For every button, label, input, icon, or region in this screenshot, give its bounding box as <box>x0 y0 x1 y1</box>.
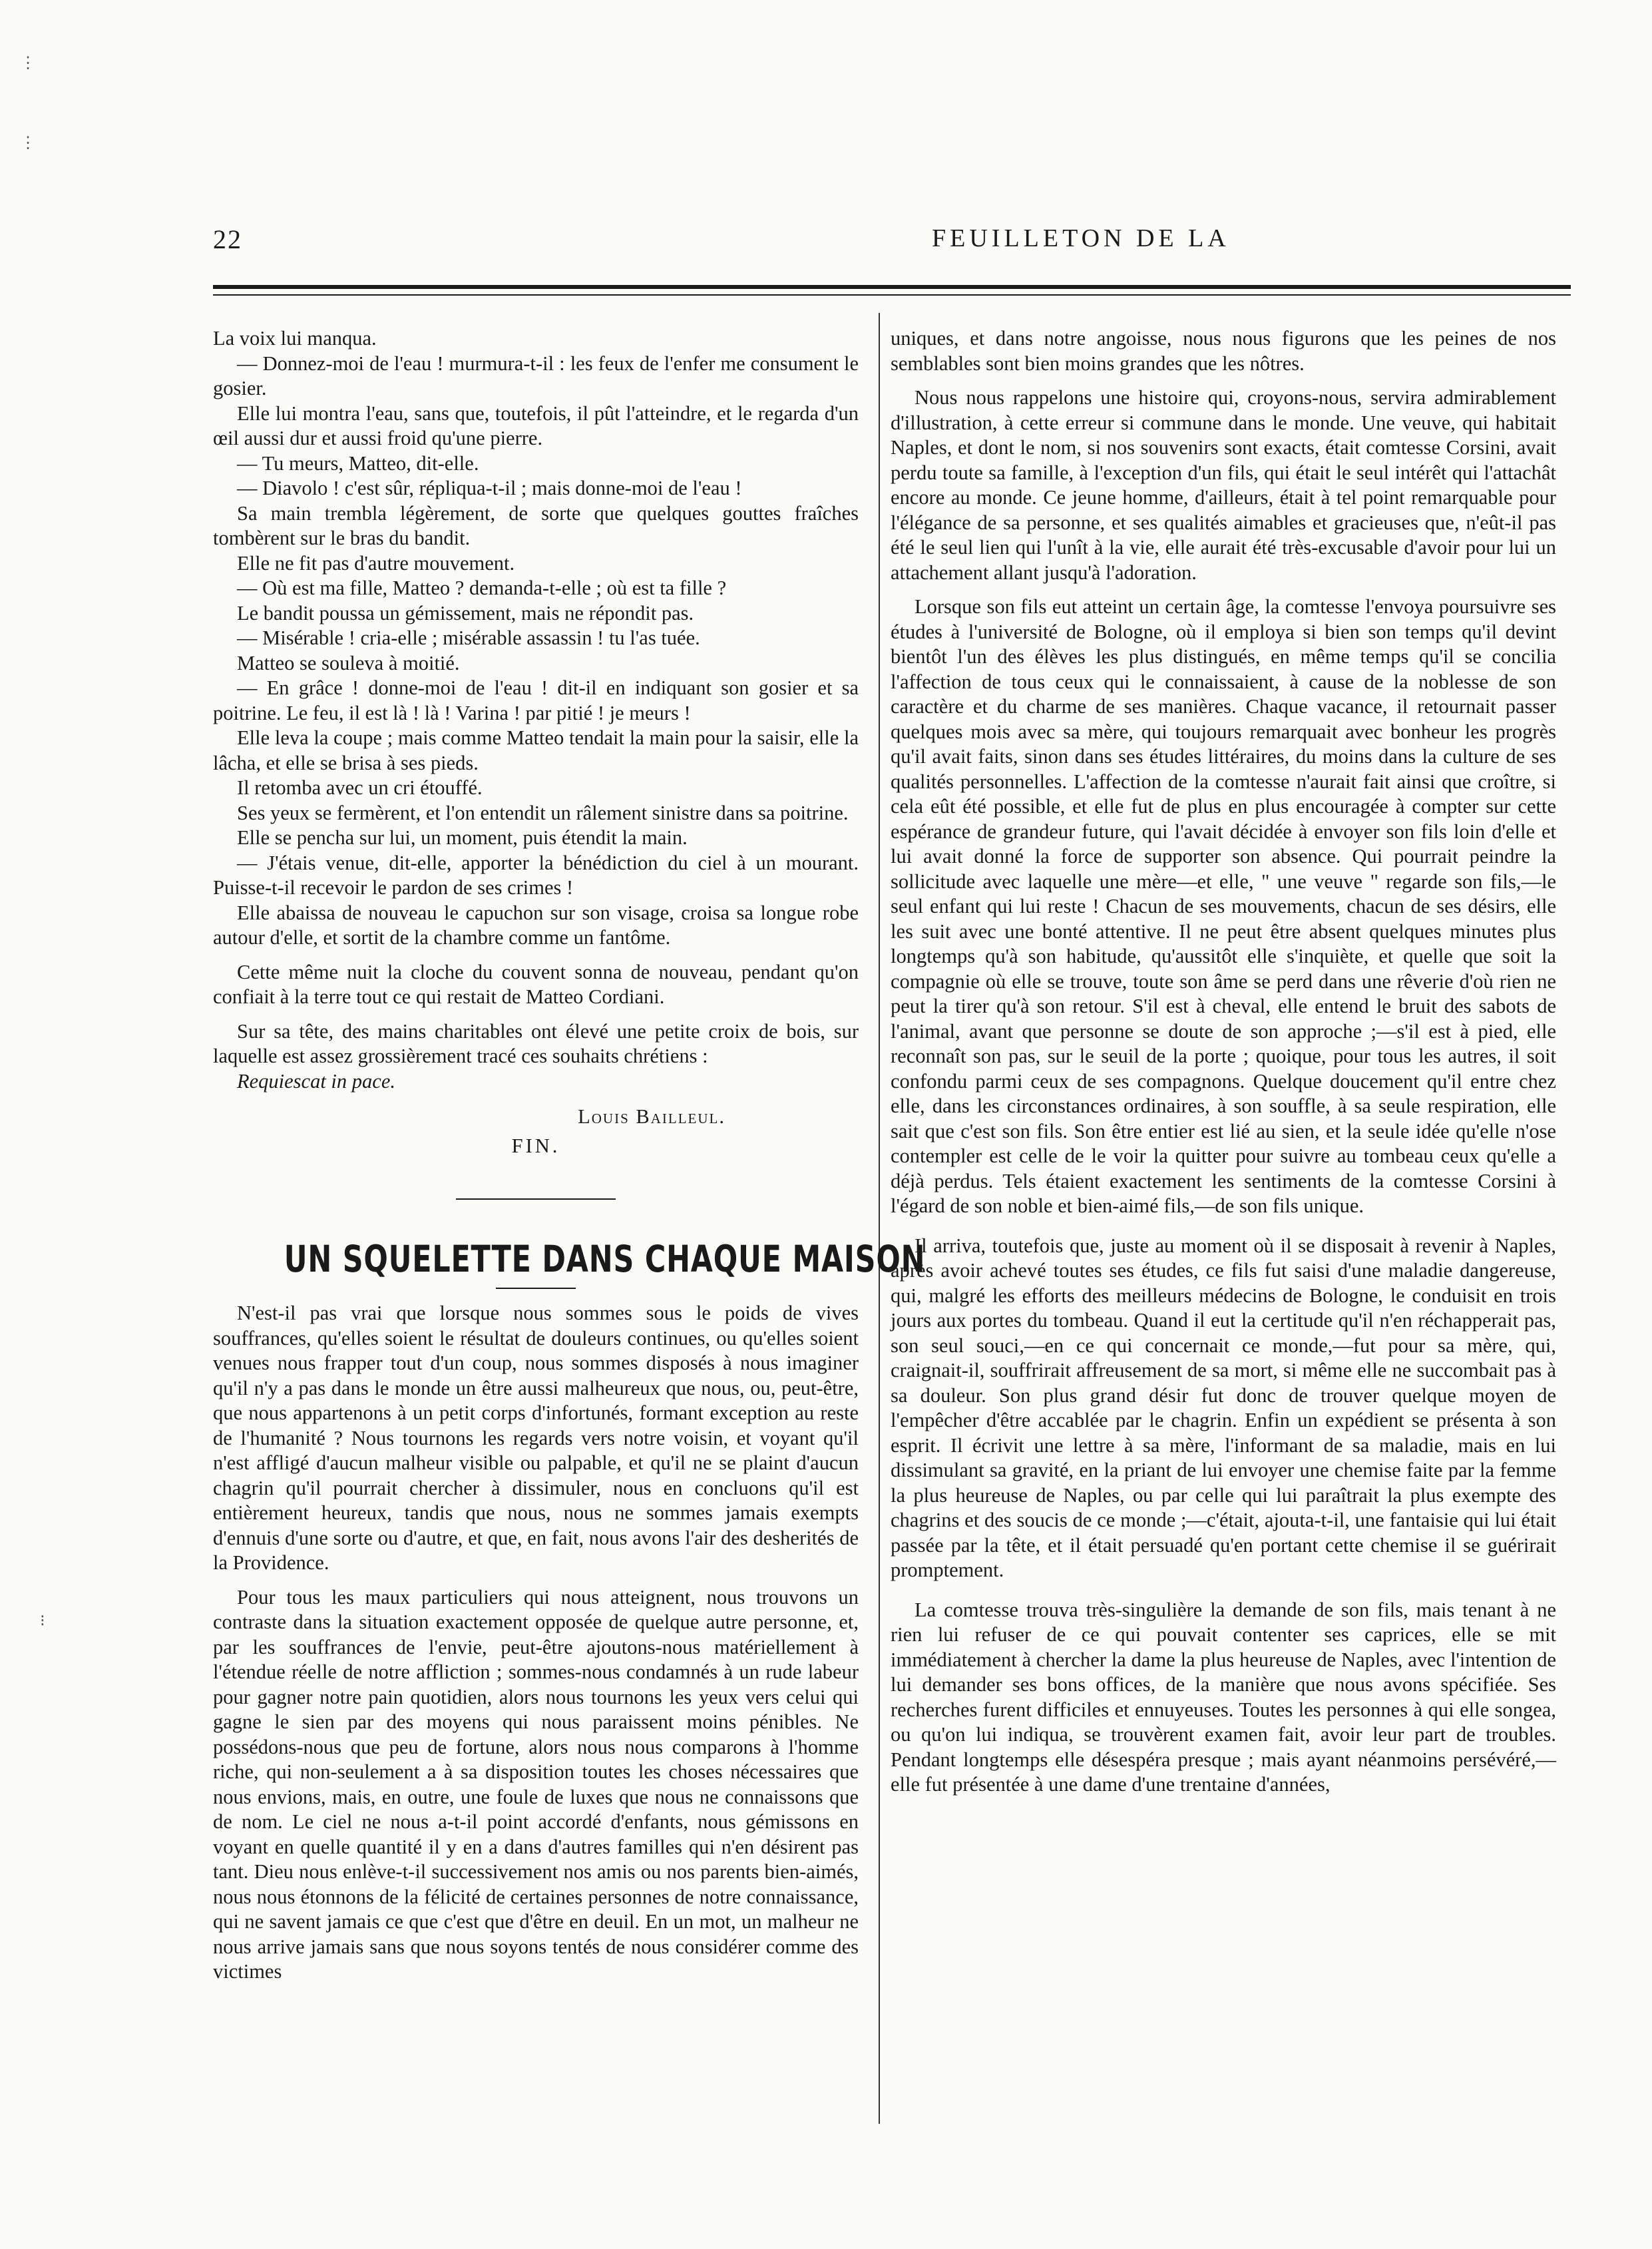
paragraph: Elle lui montra l'eau, sans que, toutefois, il pût l'atteindre, et le regarda d'un œil aussi dur et aussi froid qu'une pierre. <box>213 401 859 449</box>
paragraph: N'est-il pas vrai que lorsque nous sommes sous le poids de vives souffrances, qu'elles soient le résultat de douleurs continues, ou qu'elles soient venues nous frapper tout d'un coup, nous sommes disposés à nous imaginer qu'il n'y a pas dans le monde un être aussi malheureux que nous, ou, peut-être, que nous appartenons à un petit corps d'infortunés, formant exception au reste de l'humanité ? Nous tournons les regards vers notre voisin, et voyant qu'il n'est affligé d'aucun malheur visible ou palpable, et qu'il ne se plaint d'aucun chagrin qu'il pourrait chercher à dissimuler, nous en concluons qu'il est entièrement heureux, tandis que nous, nous ne sommes jamais exempts d'ennuis d'une sorte ou d'autre, et que, en fait, nous avons l'air des desherités de la Providence. <box>213 1302 859 1574</box>
margin-mark: ⁝ <box>40 1613 45 1630</box>
epitaph: Requiescat in pace. <box>237 1069 395 1093</box>
paragraph: Le bandit poussa un gémissement, mais ne répondit pas. <box>237 601 694 625</box>
paragraph: Elle se pencha sur lui, un moment, puis étendit la main. <box>237 826 688 849</box>
right-column <box>891 326 1556 1798</box>
running-head: FEUILLETON DE LA <box>932 224 1230 252</box>
page-number: 22 <box>213 224 242 254</box>
paragraph: Ses yeux se fermèrent, et l'on entendit un râlement sinistre dans sa poitrine. <box>237 801 849 824</box>
paragraph: Matteo se souleva à moitié. <box>237 651 460 674</box>
margin-mark: ⋮ <box>20 55 36 72</box>
left-column <box>213 326 926 1985</box>
header-rule <box>213 285 1571 289</box>
paragraph: — Misérable ! cria-elle ; misérable assassin ! tu l'as tuée. <box>237 626 700 649</box>
fin-mark: FIN. <box>511 1134 560 1157</box>
paragraph: Elle abaissa de nouveau le capuchon sur son visage, croisa sa longue robe autour d'elle, et sortit de la chambre comme un fantôme. <box>213 901 859 949</box>
page-header <box>213 224 1571 264</box>
paragraph: La voix lui manqua. <box>213 327 377 350</box>
paragraph: Elle leva la coupe ; mais comme Matteo tendait la main pour la saisir, elle la lâcha, et elle se brisa à ses pieds. <box>213 726 859 774</box>
margin-mark: ⋮ <box>20 134 36 152</box>
title-rule <box>496 1288 576 1289</box>
paragraph: — Tu meurs, Matteo, dit-elle. <box>237 451 479 475</box>
paragraph: Pour tous les maux particuliers qui nous atteignent, nous trouvons un contraste dans la situation exactement opposée de quelque autre personne, et, par les souffrances de l'envie, peut-être ajoutons-nous matériellement à l'étendue réelle de notre affliction ; sommes-nous condamnés à un rude labeur pour gagner notre pain quotidien, alors nous tournons les yeux vers celui qui gagne le sien par des moyens qui nous paraissent moins pénibles. Ne possédons-nous que peu de fortune, alors nous nous comparons à l'homme riche, qui non-seulement a à sa disposition toutes les choses nécessaires que nous envions, mais, en outre, une foule de luxes que nous ne connaissons que de nom. Le ciel ne nous a-t-il point accordé d'enfants, nous gémissons en voyant en quelle quantité il y en a dans d'autres familles qui n'en désirent pas tant. Dieu nous enlève-t-il successivement nos amis ou nos parents bien-aimés, nous nous étonnons de la félicité de certaines personnes de notre connaissance, qui ne savent jamais ce que c'est que d'être en deuil. En un mot, un malheur ne nous arrive jamais sans que nous soyons tentés de nous considérer comme des victimes <box>213 1585 859 1983</box>
paragraph: Sur sa tête, des mains charitables ont élevé une petite croix de bois, sur laquelle est assez grossièrement tracé ces souhaits chrétiens : <box>213 1019 859 1067</box>
paragraph: Lorsque son fils eut atteint un certain âge, la comtesse l'envoya poursuivre ses études à l'université de Bologne, où il employa si bien son temps qu'il devint bientôt l'un des élèves les plus distingués, en même temps qu'il se concilia l'affection de tous ceux qui le connaissaient, à cause de la noblesse de son caractère et du charme de ses manières. Chaque vacance, il retournait passer quelques mois avec sa mère, qui toujours remarquait avec bonheur les progrès qu'il avait faits, sinon dans ses études littéraires, du moins dans la culture de ses qualités personnelles. L'affection de la comtesse n'aurait fait ainsi que croître, si cela eût été possible, et elle fut de plus en plus encouragée à compter sur cette espérance de grandeur future, qui l'avait décidée à envoyer son fils loin d'elle et lui avait donné la force de supporter son absence. Qui pourrait peindre la sollicitude avec laquelle une mère—et elle, " une veuve " regarde son fils,—le seul enfant qui lui reste ! Chacun de ses mouvements, chacun de ses désirs, elle les suit avec une bonté attentive. Il ne peut être absent quelques minutes plus longtemps qu'à son habitude, qu'aussitôt elle s'inquiète, et quelle que soit la compagnie où elle se trouve, toute son âme se perd dans une rêverie d'où rien ne peut la tirer qu'à son retour. S'il est à cheval, elle entend le bruit des sabots de l'animal, avant que personne se doute de son approche ;—s'il est à pied, elle reconnaît son pas, sur le seuil de la porte ; quoique, pour tous les autres, il soit confondu parmi ceux de ses compagnons. Quelque doucement qu'il entre chez elle, dans les circonstances ordinaires, à son souffle, à sa seule respiration, elle sait que c'est son fils. Son être entier est lié au sien, et la seule idée qu'elle n'ose contempler est celle de le voir la quitter pour suivre au tombeau ceux qu'elle a déjà perdus. Tels étaient exactement les sentiments de la comtesse Corsini à l'égard de son noble et bien-aimé fils,—de son fils unique. <box>891 595 1556 1217</box>
paragraph: uniques, et dans notre angoisse, nous nous figurons que les peines de nos semblables sont bien moins grandes que les nôtres. <box>891 327 1556 375</box>
paragraph: — Donnez-moi de l'eau ! murmura-t-il : les feux de l'enfer me consument le gosier. <box>213 352 859 399</box>
paragraph: Elle ne fit pas d'autre mouvement. <box>237 551 515 575</box>
author-signature: Louis Bailleul. <box>578 1105 725 1128</box>
paragraph: Il retomba avec un cri étouffé. <box>237 776 483 799</box>
paragraph: Sa main trembla légèrement, de sorte que quelques gouttes fraîches tombèrent sur le bras du bandit. <box>213 501 859 549</box>
paragraph: Il arriva, toutefois que, juste au moment où il se disposait à revenir à Naples, après avoir achevé toutes ses études, ce fils fut saisi d'une maladie dangereuse, qui, malgré les efforts des meilleurs médecins de Bologne, le conduisit en trois jours aux portes du tombeau. Quand il eut la certitude qu'il n'en réchapperait pas, son seul souci,—en ce qui concernait ce monde,—fut pour sa mère, qui, craignait-il, souffrirait affreusement de sa mort, si même elle ne succombait pas à sa douleur. Son plus grand désir fut donc de trouver quelque moyen de l'empêcher d'être accablée par le chagrin. Enfin un expédient se présenta à son esprit. Il écrivit une lettre à sa mère, l'informant de sa maladie, mais en lui dissimulant sa gravité, en la priant de lui envoyer une chemise faite par la femme la plus heureuse de Naples, ou par celle qui lui paraîtrait la plus exempte des chagrins et des soucis de ce monde ;—c'était, ajouta-t-il, une fantaisie qui lui était passée par la tête, et il était persuadé qu'en portant cette chemise il se guérirait promptement. <box>891 1234 1556 1581</box>
paragraph: La comtesse trouva très-singulière la demande de son fils, mais tenant à ne rien lui refuser de ce qui pouvait contenter ses caprices, elle se mit immédiatement à chercher la dame la plus heureuse de Naples, avec l'intention de lui demander ses bons offices, de la manière que nous avons spécifiée. Ses recherches furent difficiles et ennuyeuses. Toutes les personnes à qui elle songea, ou qu'on lui indiqua, se trouvèrent examen fait, avoir leur part de troubles. Pendant longtemps elle désespéra presque ; mais ayant néanmoins persévéré,—elle fut présentée à une dame d'une trentaine d'années, <box>891 1598 1556 1796</box>
paragraph: Cette même nuit la cloche du couvent sonna de nouveau, pendant qu'on confiait à la terre tout ce qui restait de Matteo Cordiani. <box>213 960 859 1008</box>
paragraph: — Où est ma fille, Matteo ? demanda-t-elle ; où est ta fille ? <box>237 577 727 599</box>
column-divider <box>879 313 880 2124</box>
paragraph: — Diavolo ! c'est sûr, répliqua-t-il ; mais donne-moi de l'eau ! <box>237 477 742 499</box>
paragraph: — En grâce ! donne-moi de l'eau ! dit-il en indiquant son gosier et sa poitrine. Le feu, il est là ! là ! Varina ! par pitié ! je meurs ! <box>213 676 859 724</box>
section-title: UN SQUELETTE DANS CHAQUE MAISON <box>284 1238 926 1280</box>
header-rule-thin <box>213 294 1571 296</box>
paragraph: — J'étais venue, dit-elle, apporter la bénédiction du ciel à un mourant. Puisse-t-il recevoir le pardon de ses crimes ! <box>213 851 859 899</box>
section-separator-rule <box>456 1198 616 1200</box>
paragraph: Nous nous rappelons une histoire qui, croyons-nous, servira admirablement d'illustration, à cette erreur si commune dans le monde. Une veuve, qui habitait Naples, et dont le nom, si nos souvenirs sont exacts, était comtesse Corsini, avait perdu toute sa famille, à l'exception d'un fils, qui était le seul intérêt qui l'attachât encore au monde. Ce jeune homme, d'ailleurs, était à tel point remarquable pour l'élégance de sa personne, et ses qualités aimables et gracieuses que, n'eût-il pas été le seul lien qui l'unît à la vie, elle aurait été très-excusable d'avoir pour lui un attachement allant jusqu'à l'adoration. <box>891 386 1556 584</box>
